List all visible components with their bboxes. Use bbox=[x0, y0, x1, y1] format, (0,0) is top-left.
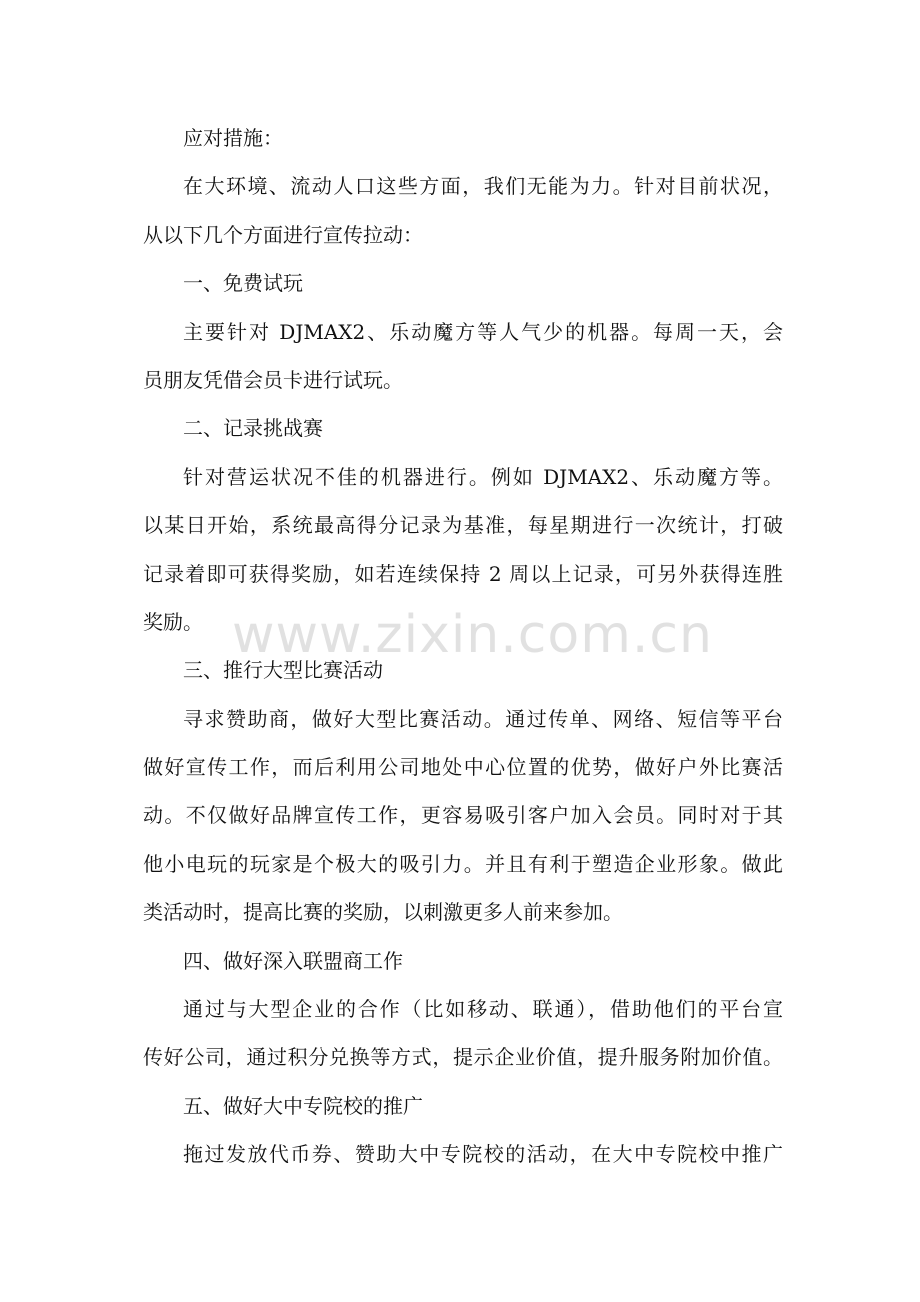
watermark: www.zixin.com.cn bbox=[232, 605, 713, 665]
paragraph-line: 拖过发放代币券、赞助大中专院校的活动，在大中专院校中推广 bbox=[183, 1142, 783, 1167]
section-heading-alliance: 四、做好深入联盟商工作 bbox=[183, 948, 403, 973]
paragraph-line: 类活动时，提高比赛的奖励，以刺激更多人前来参加。 bbox=[143, 900, 623, 925]
section-heading-college-promotion: 五、做好大中专院校的推广 bbox=[183, 1093, 423, 1118]
document-body bbox=[143, 114, 783, 1179]
section-heading-record-challenge: 二、记录挑战赛 bbox=[183, 416, 323, 441]
paragraph-line: 他小电玩的玩家是个极大的吸引力。并且有利于塑造企业形象。做此 bbox=[143, 851, 783, 876]
paragraph-line: 针对营运状况不佳的机器进行。例如 DJMAX2、乐动魔方等。 bbox=[183, 464, 783, 489]
paragraph-line: 员朋友凭借会员卡进行试玩。 bbox=[143, 367, 403, 392]
paragraph-line: 传好公司，通过积分兑换等方式，提示企业价值，提升服务附加价值。 bbox=[143, 1045, 783, 1070]
paragraph-line: 通过与大型企业的合作（比如移动、联通），借助他们的平台宣 bbox=[183, 997, 783, 1022]
section-heading-large-competition: 三、推行大型比赛活动 bbox=[183, 658, 383, 683]
paragraph-line: 在大环境、流动人口这些方面，我们无能为力。针对目前状况， bbox=[183, 174, 783, 199]
paragraph-line: 寻求赞助商，做好大型比赛活动。通过传单、网络、短信等平台 bbox=[183, 706, 783, 731]
paragraph-line: 奖励。 bbox=[143, 609, 203, 634]
paragraph-line: 动。不仅做好品牌宣传工作，更容易吸引客户加入会员。同时对于其 bbox=[143, 803, 783, 828]
paragraph-line: 做好宣传工作，而后利用公司地处中心位置的优势，做好户外比赛活 bbox=[143, 755, 783, 780]
paragraph-line: 从以下几个方面进行宣传拉动： bbox=[143, 222, 423, 247]
paragraph-line: 以某日开始，系统最高得分记录为基准，每星期进行一次统计，打破 bbox=[143, 513, 783, 538]
paragraph-line: 主要针对 DJMAX2、乐动魔方等人气少的机器。每周一天，会 bbox=[183, 319, 783, 344]
heading-countermeasures: 应对措施： bbox=[183, 126, 283, 150]
paragraph-line: 记录着即可获得奖励，如若连续保持 2 周以上记录，可另外获得连胜 bbox=[143, 561, 783, 586]
section-heading-free-trial: 一、免费试玩 bbox=[183, 271, 303, 296]
